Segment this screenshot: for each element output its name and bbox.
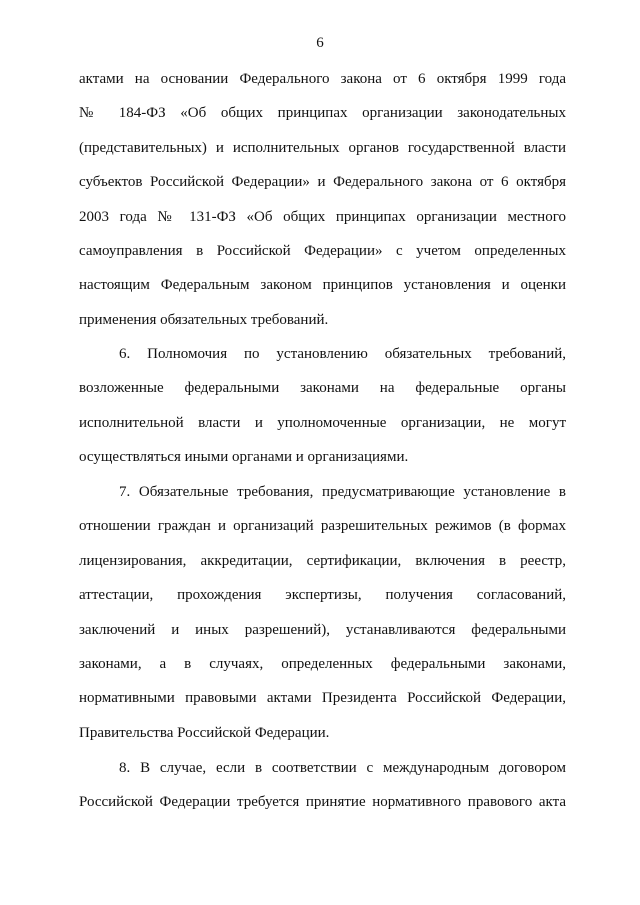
text-line: Правительства Российской Федерации. — [79, 724, 330, 741]
text-line: осуществляться иными органами и организациями. — [79, 449, 409, 466]
text-line: аттестации, прохождения экспертизы, получения согласований, — [79, 587, 566, 604]
text-line: нормативными правовыми актами Президента Российской Федерации, — [79, 690, 566, 707]
text-line: (представительных) и исполнительных органов государственной власти — [79, 139, 566, 156]
text-line: 2003 года № 131-ФЗ «Об общих принципах организации местного — [79, 208, 566, 225]
text-line: самоуправления в Российской Федерации» с учетом определенных — [79, 242, 566, 259]
text-line: 8. В случае, если в соответствии с международным договором — [119, 760, 566, 776]
text-line: настоящим Федеральным законом принципов установления и оценки — [79, 277, 566, 294]
paragraph-item-8 — [79, 751, 566, 820]
text-line: возложенные федеральными законами на федеральные органы — [79, 380, 566, 397]
paragraph-item-6 — [79, 337, 566, 475]
paragraph-continuation — [79, 62, 566, 337]
text-line: 6. Полномочия по установлению обязательных требований, — [119, 346, 566, 362]
text-line: субъектов Российской Федерации» и Федерального закона от 6 октября — [79, 174, 566, 191]
text-line: актами на основании Федерального закона от 6 октября 1999 года — [79, 71, 566, 87]
page-number: 6 — [316, 35, 324, 51]
text-line: отношении граждан и организаций разрешительных режимов (в формах — [79, 518, 566, 535]
paragraph-item-7 — [79, 475, 566, 750]
text-line: лицензирования, аккредитации, сертификации, включения в реестр, — [79, 552, 566, 569]
text-line: применения обязательных требований. — [79, 311, 329, 328]
text-line: Российской Федерации требуется принятие нормативного правового акта — [79, 794, 566, 811]
text-line: исполнительной власти и уполномоченные организации, не могут — [79, 414, 566, 431]
text-line: № 184-ФЗ «Об общих принципах организации законодательных — [79, 105, 566, 122]
text-line: законами, а в случаях, определенных федеральными законами, — [79, 655, 566, 672]
text-line: 7. Обязательные требования, предусматривающие установление в — [119, 484, 566, 500]
text-line: заключений и иных разрешений), устанавливаются федеральными — [79, 621, 566, 638]
